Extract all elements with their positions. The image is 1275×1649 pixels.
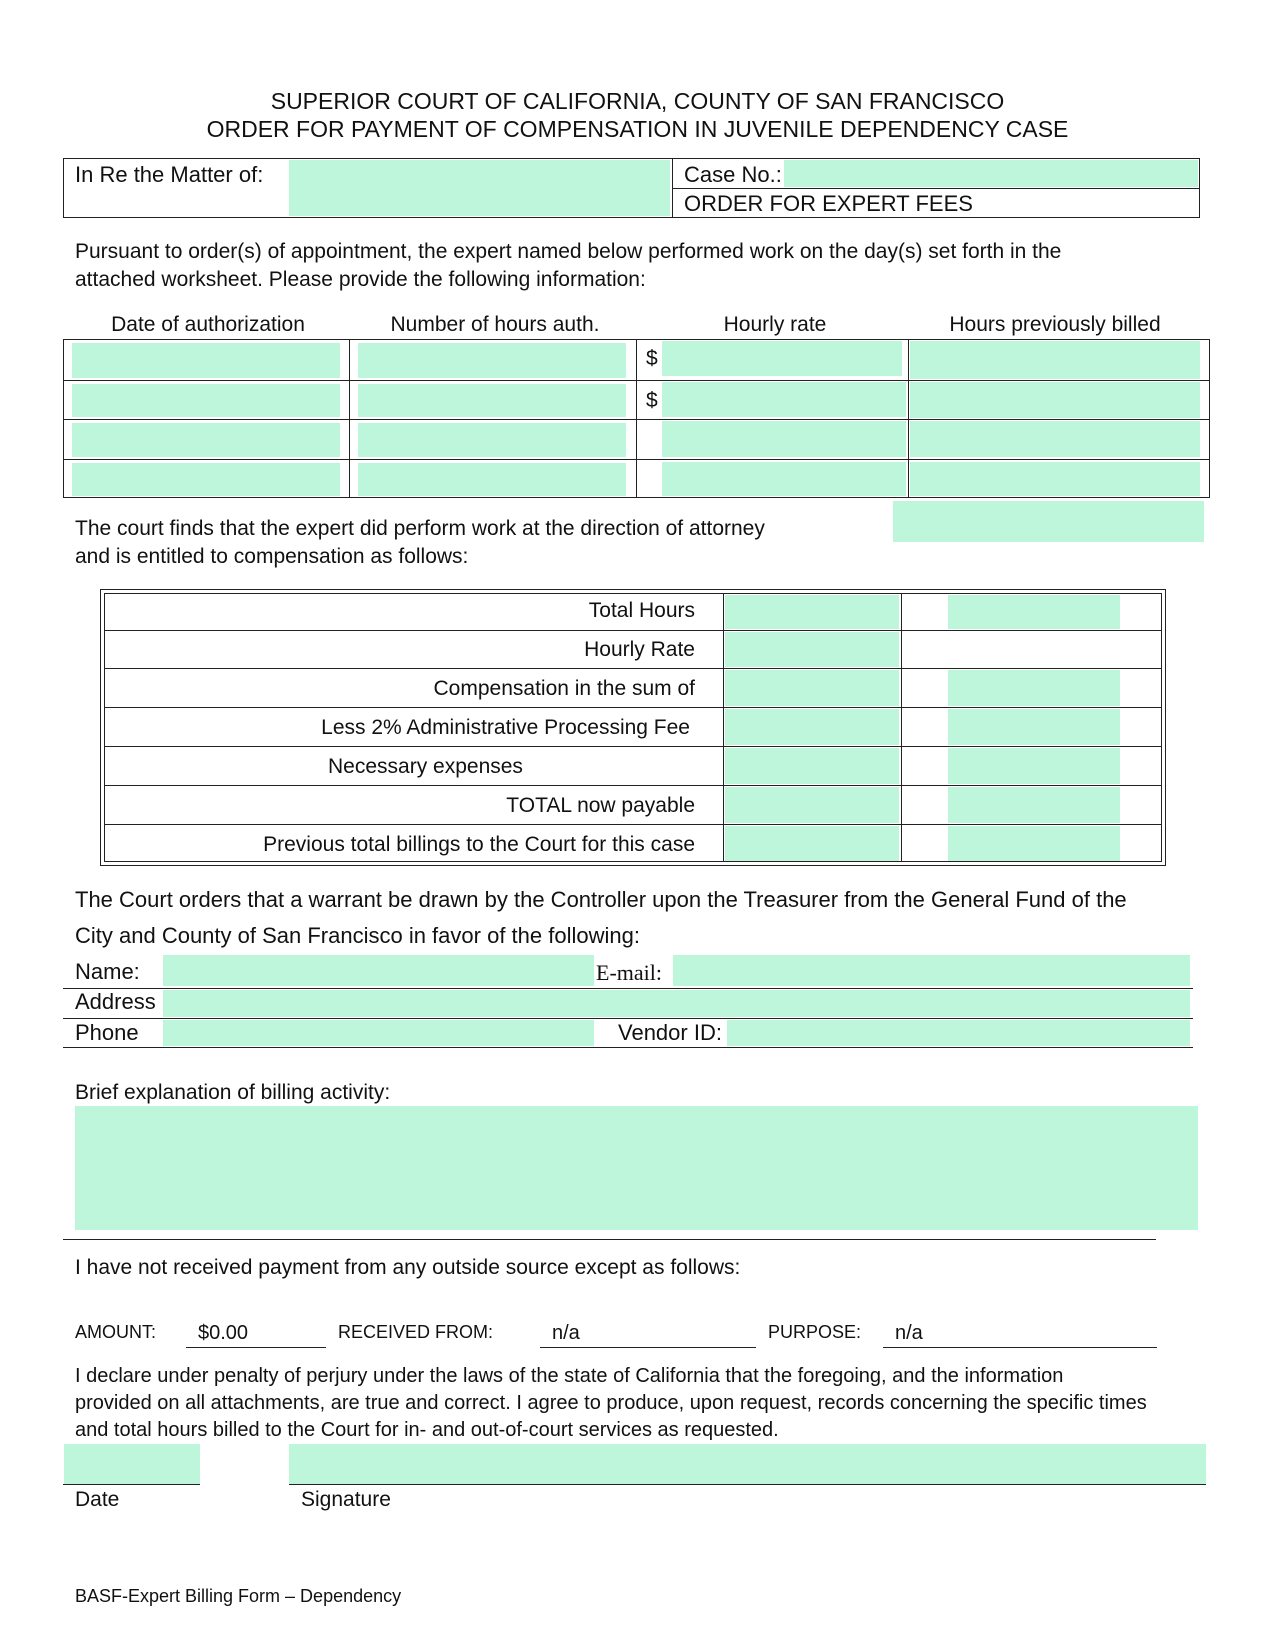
date-input[interactable] xyxy=(64,1444,200,1484)
matter-input[interactable] xyxy=(289,160,670,216)
comp-row-divider xyxy=(104,668,1162,669)
auth-col-divider xyxy=(349,339,350,498)
admin-fee-amount[interactable] xyxy=(948,709,1120,745)
hours-prev-input-3[interactable] xyxy=(910,421,1200,457)
email-input[interactable] xyxy=(673,955,1190,986)
row-total-hours: Total Hours xyxy=(588,599,695,622)
row-compensation: Compensation in the sum of xyxy=(433,677,695,700)
vendor-id-label: Vendor ID: xyxy=(618,1020,722,1045)
amount-value[interactable]: $0.00 xyxy=(198,1322,249,1344)
attorney-input[interactable] xyxy=(893,501,1204,542)
comp-row-divider xyxy=(104,746,1162,747)
comp-row-divider xyxy=(104,630,1162,631)
comp-col-divider xyxy=(901,593,902,862)
comp-col-divider xyxy=(723,593,724,862)
comp-row-divider xyxy=(104,707,1162,708)
intro-line2: attached worksheet. Please provide the following information: xyxy=(75,268,646,291)
date-auth-input-2[interactable] xyxy=(72,384,340,417)
finding-line2: and is entitled to compensation as follows: xyxy=(75,545,469,568)
declaration-line1: I declare under penalty of perjury under the laws of the state of California that the foregoing, and the information xyxy=(75,1365,1064,1387)
payee-line xyxy=(63,988,1193,989)
compensation-input[interactable] xyxy=(725,670,899,706)
row-previous-billings: Previous total billings to the Court for this case xyxy=(263,833,695,856)
hours-auth-input-2[interactable] xyxy=(358,384,626,417)
case-no-input[interactable] xyxy=(784,160,1198,187)
row-hourly-rate: Hourly Rate xyxy=(584,638,695,661)
date-auth-input-1[interactable] xyxy=(72,343,340,378)
date-auth-input-3[interactable] xyxy=(72,423,340,457)
amount-label: AMOUNT: xyxy=(75,1322,156,1342)
currency-symbol: $ xyxy=(646,347,658,370)
hours-prev-input-1[interactable] xyxy=(910,341,1200,379)
row-admin-fee: Less 2% Administrative Processing Fee xyxy=(321,716,690,739)
finding-line1: The court finds that the expert did perform work at the direction of attorney xyxy=(75,517,765,540)
comp-row-divider xyxy=(104,824,1162,825)
hourly-rate-input[interactable] xyxy=(725,632,899,667)
form-footer: BASF-Expert Billing Form – Dependency xyxy=(75,1586,402,1606)
comp-row-divider xyxy=(104,785,1162,786)
currency-symbol: $ xyxy=(646,389,658,412)
name-input[interactable] xyxy=(163,955,594,986)
auth-col-divider xyxy=(636,339,637,498)
total-payable-input[interactable] xyxy=(725,787,899,823)
date-auth-input-4[interactable] xyxy=(72,463,340,496)
hours-prev-input-4[interactable] xyxy=(910,462,1200,496)
hours-auth-input-3[interactable] xyxy=(358,423,626,457)
purpose-value[interactable]: n/a xyxy=(895,1322,923,1344)
hours-auth-input-4[interactable] xyxy=(358,463,626,496)
hourly-rate-input-3[interactable] xyxy=(662,421,906,457)
warrant-line2: City and County of San Francisco in favor of the following: xyxy=(75,923,640,948)
order-type: ORDER FOR EXPERT FEES xyxy=(684,191,973,216)
phone-input[interactable] xyxy=(163,1020,594,1046)
row-total-payable: TOTAL now payable xyxy=(506,794,695,817)
total-hours-input[interactable] xyxy=(725,595,899,629)
case-no-label: Case No.: xyxy=(684,162,782,187)
payee-line xyxy=(63,1018,1193,1019)
header-hourly-rate: Hourly rate xyxy=(723,313,827,336)
declaration-line2: provided on all attachments, are true and correct. I agree to produce, upon request, records concerning the specific times xyxy=(75,1392,1147,1414)
purpose-label: PURPOSE: xyxy=(768,1322,862,1342)
expenses-input[interactable] xyxy=(725,748,899,784)
hourly-rate-input-4[interactable] xyxy=(662,462,906,496)
outside-statement: I have not received payment from any outside source except as follows: xyxy=(75,1256,741,1279)
payee-line xyxy=(63,1047,1193,1048)
previous-billings-amount[interactable] xyxy=(948,826,1120,861)
signature-input[interactable] xyxy=(289,1444,1206,1484)
previous-billings-input[interactable] xyxy=(725,826,899,861)
form-title: ORDER FOR PAYMENT OF COMPENSATION IN JUVENILE DEPENDENCY CASE xyxy=(206,116,1069,142)
header-hours-auth: Number of hours auth. xyxy=(390,313,600,336)
hours-auth-input-1[interactable] xyxy=(358,343,626,378)
signature-underline xyxy=(289,1484,1206,1485)
warrant-line1: The Court orders that a warrant be drawn by the Controller upon the Treasurer from the General Fund of the xyxy=(75,887,1127,912)
hours-prev-input-2[interactable] xyxy=(910,382,1200,418)
compensation-amount[interactable] xyxy=(948,670,1120,706)
auth-col-divider xyxy=(908,339,909,498)
admin-fee-input[interactable] xyxy=(725,709,899,745)
expenses-amount[interactable] xyxy=(948,748,1120,784)
date-label: Date xyxy=(75,1488,120,1511)
address-label: Address xyxy=(75,989,156,1014)
case-box-hdivider xyxy=(672,188,1200,189)
email-label: E-mail: xyxy=(596,960,662,985)
explanation-textarea[interactable] xyxy=(75,1106,1198,1230)
total-payable-amount[interactable] xyxy=(948,787,1120,823)
explanation-label: Brief explanation of billing activity: xyxy=(75,1081,391,1104)
received-from-label: RECEIVED FROM: xyxy=(338,1322,494,1342)
court-title: SUPERIOR COURT OF CALIFORNIA, COUNTY OF SAN FRANCISCO xyxy=(270,88,1005,114)
explanation-line xyxy=(63,1239,1156,1240)
name-label: Name: xyxy=(75,959,140,984)
address-input[interactable] xyxy=(163,990,1190,1017)
vendor-id-input[interactable] xyxy=(727,1020,1190,1046)
matter-label: In Re the Matter of: xyxy=(75,162,264,187)
signature-label: Signature xyxy=(301,1488,391,1511)
hourly-rate-input-2[interactable] xyxy=(662,382,906,417)
amount-underline xyxy=(186,1347,326,1348)
purpose-underline xyxy=(883,1347,1157,1348)
date-underline xyxy=(63,1484,200,1485)
header-date-auth: Date of authorization xyxy=(111,313,305,336)
intro-line1: Pursuant to order(s) of appointment, the expert named below performed work on the day(s) set forth in the xyxy=(75,240,1062,263)
total-hours-amount[interactable] xyxy=(948,595,1120,629)
phone-label: Phone xyxy=(75,1020,139,1045)
header-hours-prev: Hours previously billed xyxy=(949,313,1161,336)
received-underline xyxy=(540,1347,756,1348)
declaration-line3: and total hours billed to the Court for in- and out-of-court services as requested. xyxy=(75,1419,779,1441)
row-expenses: Necessary expenses xyxy=(328,755,523,778)
hourly-rate-input-1[interactable] xyxy=(662,341,902,376)
received-from-value[interactable]: n/a xyxy=(552,1322,580,1344)
